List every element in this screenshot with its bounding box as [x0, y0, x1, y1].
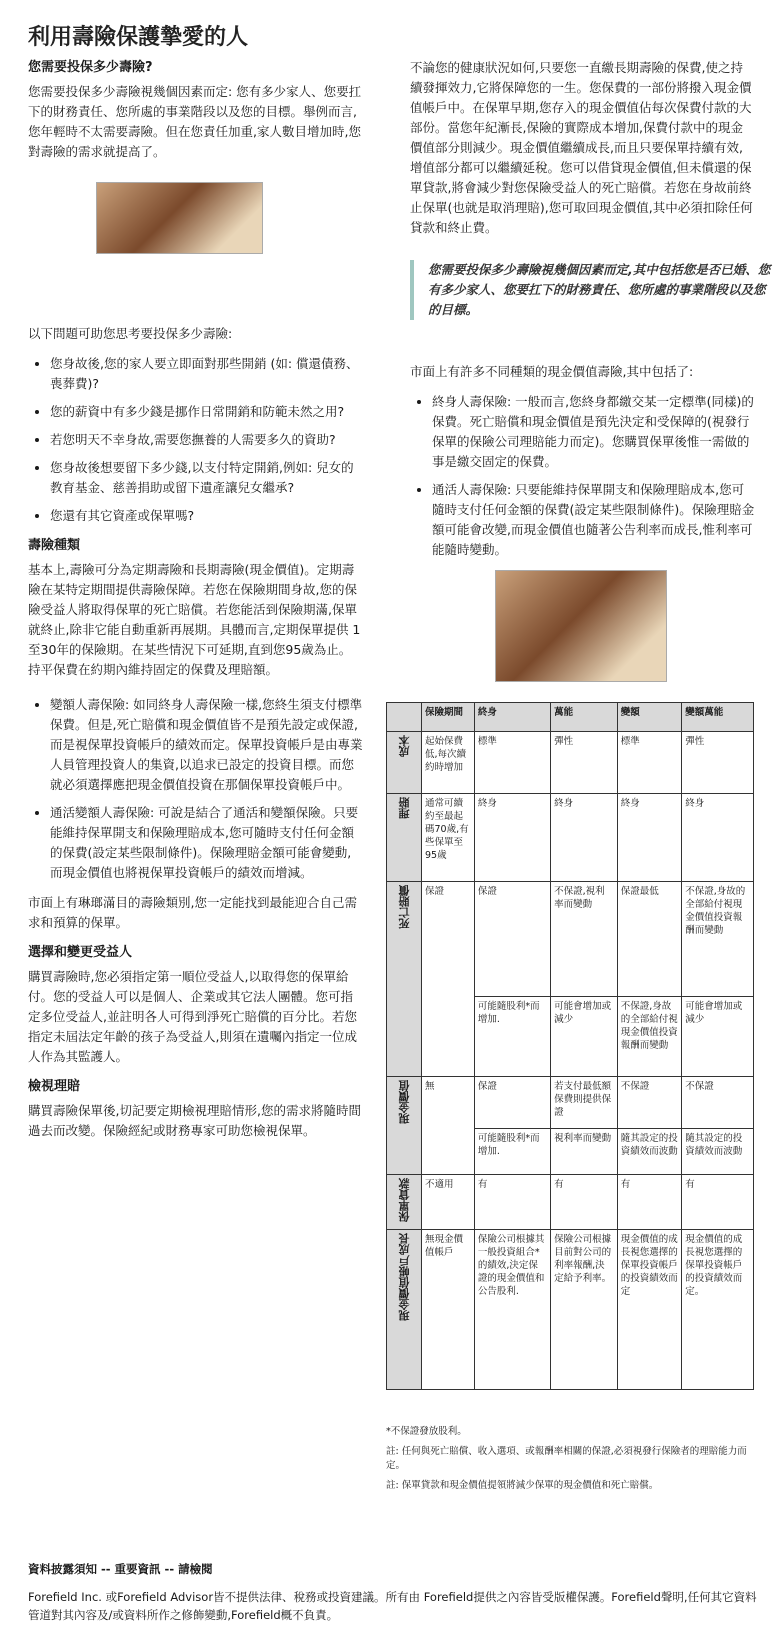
- cash-types-list: [410, 392, 755, 560]
- column-header: 變額: [617, 703, 682, 732]
- table-cell: 通常可續約至最起碼70歲,有些保單至95歲: [422, 794, 475, 882]
- table-cell: 不保證,視利率而變動: [551, 882, 618, 997]
- paragraph-cash-value: 不論您的健康狀況如何,只要您一直繳長期壽險的保費,使之持續發揮效力,它將保障您的一生。您保費的一部份將撥入現金價值帳戶中。在保單早期,您存入的現金價值佔每次保費付款的大部份。當您年紀漸長,保險的實際成本增加,保費付款中的現金價值部分則減少。現金價值繼續成長,而且只要保單持續有效,增值部分都可以繼續延稅。您可以借貸現金價值,但未償還的保單貸款,將會減少對您保險受益人的死亡賠償。若您在身故前終止保單(也就是取消理賠),您可取回現金價值,其中必須扣除任何貸款和終止費。: [410, 60, 753, 235]
- table-cell: 保證最低: [617, 882, 682, 997]
- table-cell: 保證: [474, 1077, 550, 1129]
- table-cell: 隨其設定的投資績效而波動: [617, 1129, 682, 1175]
- row-label-growth: 現金價值帳戶成長: [387, 1230, 422, 1390]
- table-cell: 無: [422, 1077, 475, 1175]
- table-cell: 可能會增加或減少: [682, 997, 754, 1077]
- table-cell: 若支付最低額保費則提供保證: [551, 1077, 618, 1129]
- row-label-cost: 成本: [387, 732, 422, 794]
- table-cell: 保證: [474, 882, 550, 997]
- table-cell: 終身: [474, 794, 550, 882]
- table-cell: 不保證,身故的全部給付視現金價值投資報酬而變動: [682, 882, 754, 997]
- table-cell: 不保證,身故的全部給付視現金價值投資報酬而變動: [617, 997, 682, 1077]
- paragraph-how-much: 您需要投保多少壽險視幾個因素而定: 您有多少家人、您要扛下的財務責任、您所處的事業階段以及您的目標。舉例而言,您年輕時不太需要壽險。但在您責任加重,家人數目增加時,您對壽險的需求就提高了。: [28, 84, 362, 159]
- table-cell: 保險公司根據其一般投資組合*的績效,決定保證的現金價值和公告股利.: [474, 1230, 550, 1390]
- questions-intro: 以下問題可助您思考要投保多少壽險:: [28, 326, 233, 341]
- note: *不保證發放股利。: [386, 1426, 467, 1437]
- paragraph-review: 購買壽險保單後,切記要定期檢視理賠情形,您的需求將隨時間過去而改變。保險經紀或財務專家可助您檢視保單。: [28, 1103, 361, 1138]
- family-photo: [96, 182, 263, 254]
- table-cell: 可能會增加或減少: [551, 997, 618, 1077]
- row-label-death: 死亡賠償: [387, 882, 422, 1077]
- note: 註: 保單貸款和現金價值提領將減少保單的現金價值和死亡賠償。: [386, 1480, 659, 1491]
- paragraph-types: 基本上,壽險可分為定期壽險和長期壽險(現金價值)。定期壽險在某特定期間提供壽險保障。若您在保險期間身故,您的保險受益人將取得保單的死亡賠償。若您能活到保險期滿,保單就終止,除非它能自動重新再展期。具體而言,定期保單提供 1至30年的保險期。在某些情況下可延期,直到您95歲為止。持平保費在約期內維持固定的保費及理賠額。: [28, 562, 361, 677]
- table-cell: 無現金價值帳戶: [422, 1230, 475, 1390]
- footer-heading: 資料披露須知 -- 重要資訊 -- 請檢閱: [28, 1562, 213, 1576]
- list-item: • 您還有其它資產或保單嗎?: [50, 506, 363, 526]
- list-item: • 您身故後,您的家人要立即面對那些開銷 (如: 償還債務、喪葬費)?: [50, 354, 363, 394]
- list-item: • 您的薪資中有多少錢是挪作日常開銷和防範未然之用?: [50, 402, 363, 422]
- table-cell: 彈性: [551, 732, 618, 794]
- table-cell: 起始保費低,每次續約時增加: [422, 732, 475, 794]
- row-label-cash: 現金價值: [387, 1077, 422, 1175]
- table-cell: 有: [551, 1175, 618, 1230]
- table-cell: 現金價值的成長視您選擇的保單投資帳戶的投資績效而定。: [682, 1230, 754, 1390]
- column-header: 保險期間: [422, 703, 475, 732]
- table-cell: 不保證: [617, 1077, 682, 1129]
- footer-text: Forefield Inc. 或Forefield Advisor皆不提供法律、稅務或投資建議。所有由 Forefield提供之內容皆受版權保護。Forefield聲明,任何其它資料管道對其內容及/或資料所作之修飾變動,Forefield概不負責。: [28, 1590, 757, 1622]
- table-cell: 不保證: [682, 1077, 754, 1129]
- table-row: [387, 1077, 754, 1129]
- list-item: • 通活變額人壽保險: 可說是結合了通活和變額保險。只要能維持保單開支和保險理賠成本,您可隨時支付任何金額的保費(設定某些限制條件)。保險理賠金額可能會變動,而現金價值也將視保單投資帳戶的績效而增減。: [50, 803, 363, 883]
- right-column-mid: [410, 362, 755, 570]
- list-item: • 變額人壽保險: 如同終身人壽保險一樣,您終生須支付標準保費。但是,死亡賠償和現金價值皆不是預先設定或保證,而是視保單投資帳戶的績效而定。保單投資帳戶是由專業人員管理投資人的集資,以追求已設定的投資目標。而您就必須選擇應把現金價值投資在那個保單投資帳戶中。: [50, 695, 363, 795]
- table-cell: 視利率而變動: [551, 1129, 618, 1175]
- questions-list: [28, 354, 363, 526]
- children-photo: [495, 570, 667, 682]
- table-cell: 有: [474, 1175, 550, 1230]
- disclosure-footer: [28, 1560, 758, 1624]
- heading-beneficiary: 選擇和變更受益人: [28, 945, 133, 960]
- table-row: [387, 882, 754, 997]
- table-cell: 終身: [617, 794, 682, 882]
- note: 註: 任何與死亡賠償、收入選項、或報酬率相關的保證,必須視發行保險者的理賠能力而定。: [386, 1446, 747, 1471]
- pull-quote: 您需要投保多少壽險視幾個因素而定,其中包括您是否已婚、您有多少家人、您要扛下的財務責任、您所處的事業階段以及您的目標。: [410, 260, 773, 320]
- table-header-row: [387, 703, 754, 732]
- column-header: 萬能: [551, 703, 618, 732]
- table-row: [387, 732, 754, 794]
- column-header: 變額萬能: [682, 703, 754, 732]
- list-item: • 您身故後想要留下多少錢,以支付特定開銷,例如: 兒女的教育基金、慈善捐助或留下遺產讓兒女繼承?: [50, 458, 363, 498]
- table-cell: 不適用: [422, 1175, 475, 1230]
- heading-review: 檢視理賠: [28, 1079, 81, 1094]
- table-notes: [386, 1425, 756, 1499]
- heading-how-much: 您需要投保多少壽險?: [28, 60, 153, 75]
- table-row: [387, 1175, 754, 1230]
- table-cell: 終身: [682, 794, 754, 882]
- table-cell: 標準: [617, 732, 682, 794]
- list-item: • 通活人壽保險: 只要能維持保單開支和保險理賠成本,您可隨時支付任何金額的保費(設定某些限制條件)。保險理賠金額可能會改變,而現金價值也隨著公告利率而成長,惟利率可能隨時變動。: [432, 480, 755, 560]
- list-item: • 若您明天不幸身故,需要您撫養的人需要多久的資助?: [50, 430, 363, 450]
- table-cell: 保險公司根據目前對公司的利率報酬,決定給予利率。: [551, 1230, 618, 1390]
- table-cell: 標準: [474, 732, 550, 794]
- table-cell: 有: [682, 1175, 754, 1230]
- list-item: • 終身人壽保險: 一般而言,您終身都繳交某一定標準(同樣)的保費。死亡賠償和現金價值是預先決定和受保障的(視發行保單的保險公司理賠能力而定)。您購買保單後惟一需做的事是繳交固定的保費。: [432, 392, 755, 472]
- table-cell: 現金價值的成長視您選擇的保單投資帳戶的投資績效而定: [617, 1230, 682, 1390]
- paragraph-types-intro: 市面上有許多不同種類的現金價值壽險,其中包括了:: [410, 364, 694, 379]
- variable-types-list: [28, 695, 363, 883]
- table-cell: 彈性: [682, 732, 754, 794]
- table-cell: 可能隨股利*而增加.: [474, 1129, 550, 1175]
- table-cell: 保證: [422, 882, 475, 1077]
- right-column-top: [410, 58, 755, 248]
- paragraph-beneficiary: 購買壽險時,您必須指定第一順位受益人,以取得您的保單給付。您的受益人可以是個人、企業或其它法人團體。您可指定多位受益人,並註明各人可得到淨死亡賠償的百分比。若您指定未屆法定年齡的孩子為受益人,則須在遺囑內指定一位成人作為其監護人。: [28, 969, 357, 1064]
- left-column-top: [28, 58, 363, 690]
- table-row: [387, 1230, 754, 1390]
- table-cell: 隨其設定的投資績效而波動: [682, 1129, 754, 1175]
- table-corner: [387, 703, 422, 732]
- row-label-claim: 理賠: [387, 794, 422, 882]
- table-row: [387, 794, 754, 882]
- paragraph-many: 市面上有琳瑯滿目的壽險類別,您一定能找到最能迎合自己需求和預算的保單。: [28, 895, 357, 930]
- left-column-bottom: [28, 695, 363, 1151]
- table-cell: 終身: [551, 794, 618, 882]
- table-cell: 可能隨股利*而增加.: [474, 997, 550, 1077]
- comparison-table: [386, 702, 754, 1390]
- table-cell: 有: [617, 1175, 682, 1230]
- column-header: 終身: [474, 703, 550, 732]
- page-title: 利用壽險保護摯愛的人: [28, 25, 249, 50]
- row-label-loan: 保單貸款: [387, 1175, 422, 1230]
- heading-types: 壽險種類: [28, 538, 81, 553]
